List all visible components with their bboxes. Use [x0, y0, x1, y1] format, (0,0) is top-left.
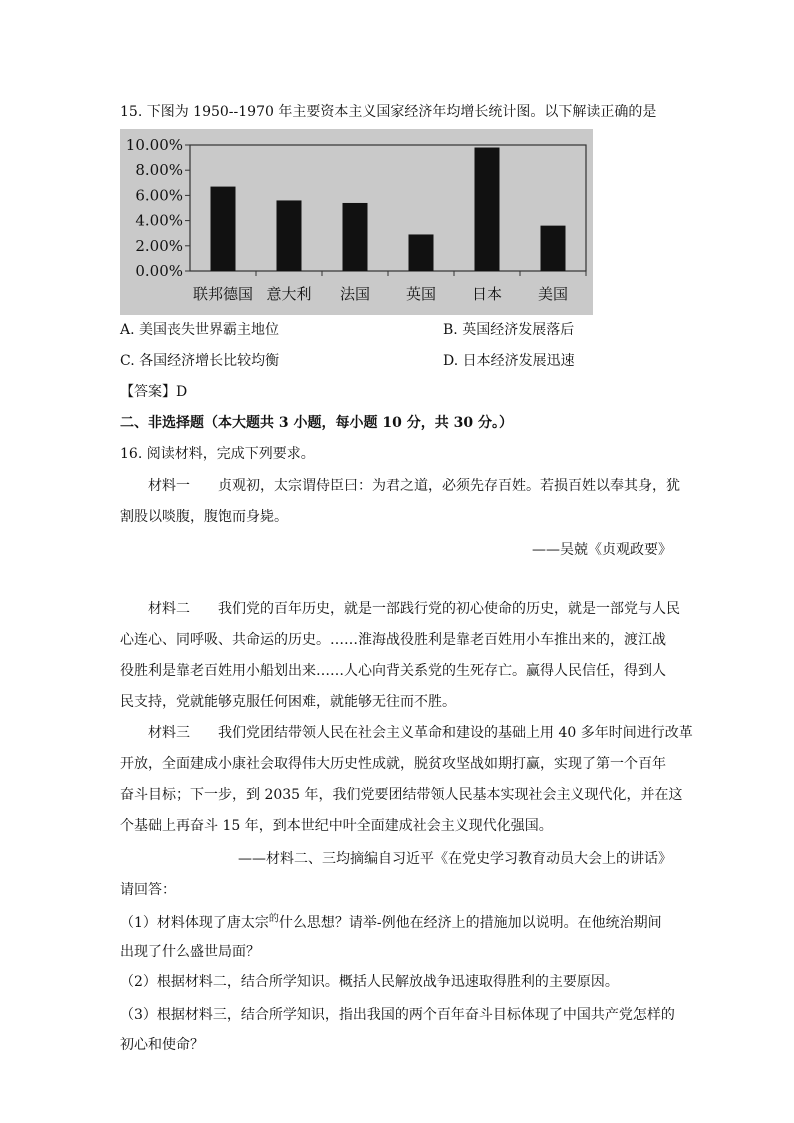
- sub-question-3-line-1: （3）根据材料三，结合所学知识，指出我国的两个百年奋斗目标体现了中国共产党怎样的: [120, 1007, 675, 1023]
- option-b: B. 英国经济发展落后: [443, 322, 575, 338]
- bar: [541, 226, 566, 271]
- growth-bar-chart: [120, 129, 593, 315]
- option-a: A. 美国丧失世界霸主地位: [120, 322, 280, 338]
- bar: [343, 203, 368, 271]
- y-tick-label: 10.00%: [125, 136, 183, 154]
- bar: [277, 200, 302, 271]
- material-2-line-2: 心连心、同呼吸、共命运的历史。……淮海战役胜利是靠老百姓用小车推出来的，渡江战: [120, 632, 666, 648]
- material-2-line-1: 材料二 我们党的百年历史，就是一部践行党的初心使命的历史，就是一部党与人民: [148, 601, 680, 617]
- material-1-line-1: 材料一 贞观初，太宗谓侍臣曰：为君之道，必须先存百姓。若损百姓以奉其身，犹: [148, 478, 680, 494]
- material-2-3-source: ——材料二、三均摘编自习近平《在党史学习教育动员大会上的讲话》: [238, 851, 672, 867]
- chart-svg: [120, 129, 593, 315]
- material-3-line-3: 奋斗目标；下一步，到 2035 年，我们党要团结带领人民基本实现社会主义现代化，并在这: [120, 787, 683, 803]
- bar: [409, 234, 434, 271]
- material-3-line-1: 材料三 我们党团结带领人民在社会主义革命和建设的基础上用 40 多年时间进行改革: [148, 725, 693, 741]
- category-label: 日本: [471, 285, 503, 303]
- y-tick-label: 2.00%: [135, 236, 183, 255]
- bar: [211, 187, 236, 271]
- ask-label: 请回答：: [120, 882, 176, 898]
- option-c: C. 各国经济增长比较均衡: [120, 353, 280, 369]
- material-1-source: ——吴兢《贞观政要》: [532, 542, 672, 558]
- option-d: D. 日本经济发展迅速: [443, 353, 575, 369]
- question-15-stem: 15. 下图为 1950--1970 年主要资本主义国家经济年均增长统计图。以下解读正确的是: [120, 104, 657, 120]
- category-label: 联邦德国: [192, 285, 254, 303]
- y-tick-label: 6.00%: [135, 186, 183, 205]
- material-1-line-2: 割股以啖腹，腹饱而身毙。: [120, 509, 288, 525]
- sub-question-1-sup: 的: [268, 913, 279, 925]
- question-16-stem: 16. 阅读材料，完成下列要求。: [120, 446, 315, 462]
- sub-question-3-line-2: 初心和使命？: [120, 1037, 204, 1053]
- sub-question-1-line-2: 出现了什么盛世局面？: [120, 944, 260, 960]
- bar: [475, 148, 500, 271]
- material-2-line-4: 民支持，党就能够克服任何困难，就能够无往而不胜。: [120, 694, 456, 710]
- y-tick-label: 4.00%: [135, 211, 183, 230]
- sub-question-2: （2）根据材料二，结合所学知识。概括人民解放战争迅速取得胜利的主要原因。: [120, 974, 619, 990]
- material-3-line-2: 开放，全面建成小康社会取得伟大历史性成就，脱贫攻坚战如期打赢，实现了第一个百年: [120, 756, 666, 772]
- category-label: 英国: [405, 285, 437, 303]
- category-label: 意大利: [266, 285, 312, 303]
- category-label: 法国: [339, 285, 371, 303]
- section-heading: 二、非选择题（本大题共 3 小题，每小题 10 分，共 30 分。）: [120, 415, 513, 431]
- sub-question-1-part-a: （1）材料体现了唐太宗: [120, 915, 269, 931]
- sub-question-1-line-1: [120, 913, 662, 933]
- material-3-line-4: 个基础上再奋斗 15 年，到本世纪中叶全面建成社会主义现代化强国。: [120, 818, 553, 834]
- y-tick-label: 8.00%: [135, 161, 183, 180]
- answer-15: 【答案】D: [120, 384, 188, 400]
- material-2-line-3: 役胜利是靠老百姓用小船划出来……人心向背关系党的生死存亡。赢得人民信任，得到人: [120, 663, 666, 679]
- y-tick-label: 0.00%: [135, 262, 183, 280]
- category-label: 美国: [537, 285, 569, 303]
- sub-question-1-part-b: 什么思想？请举-例他在经济上的措施加以说明。在他统治期间: [278, 915, 662, 931]
